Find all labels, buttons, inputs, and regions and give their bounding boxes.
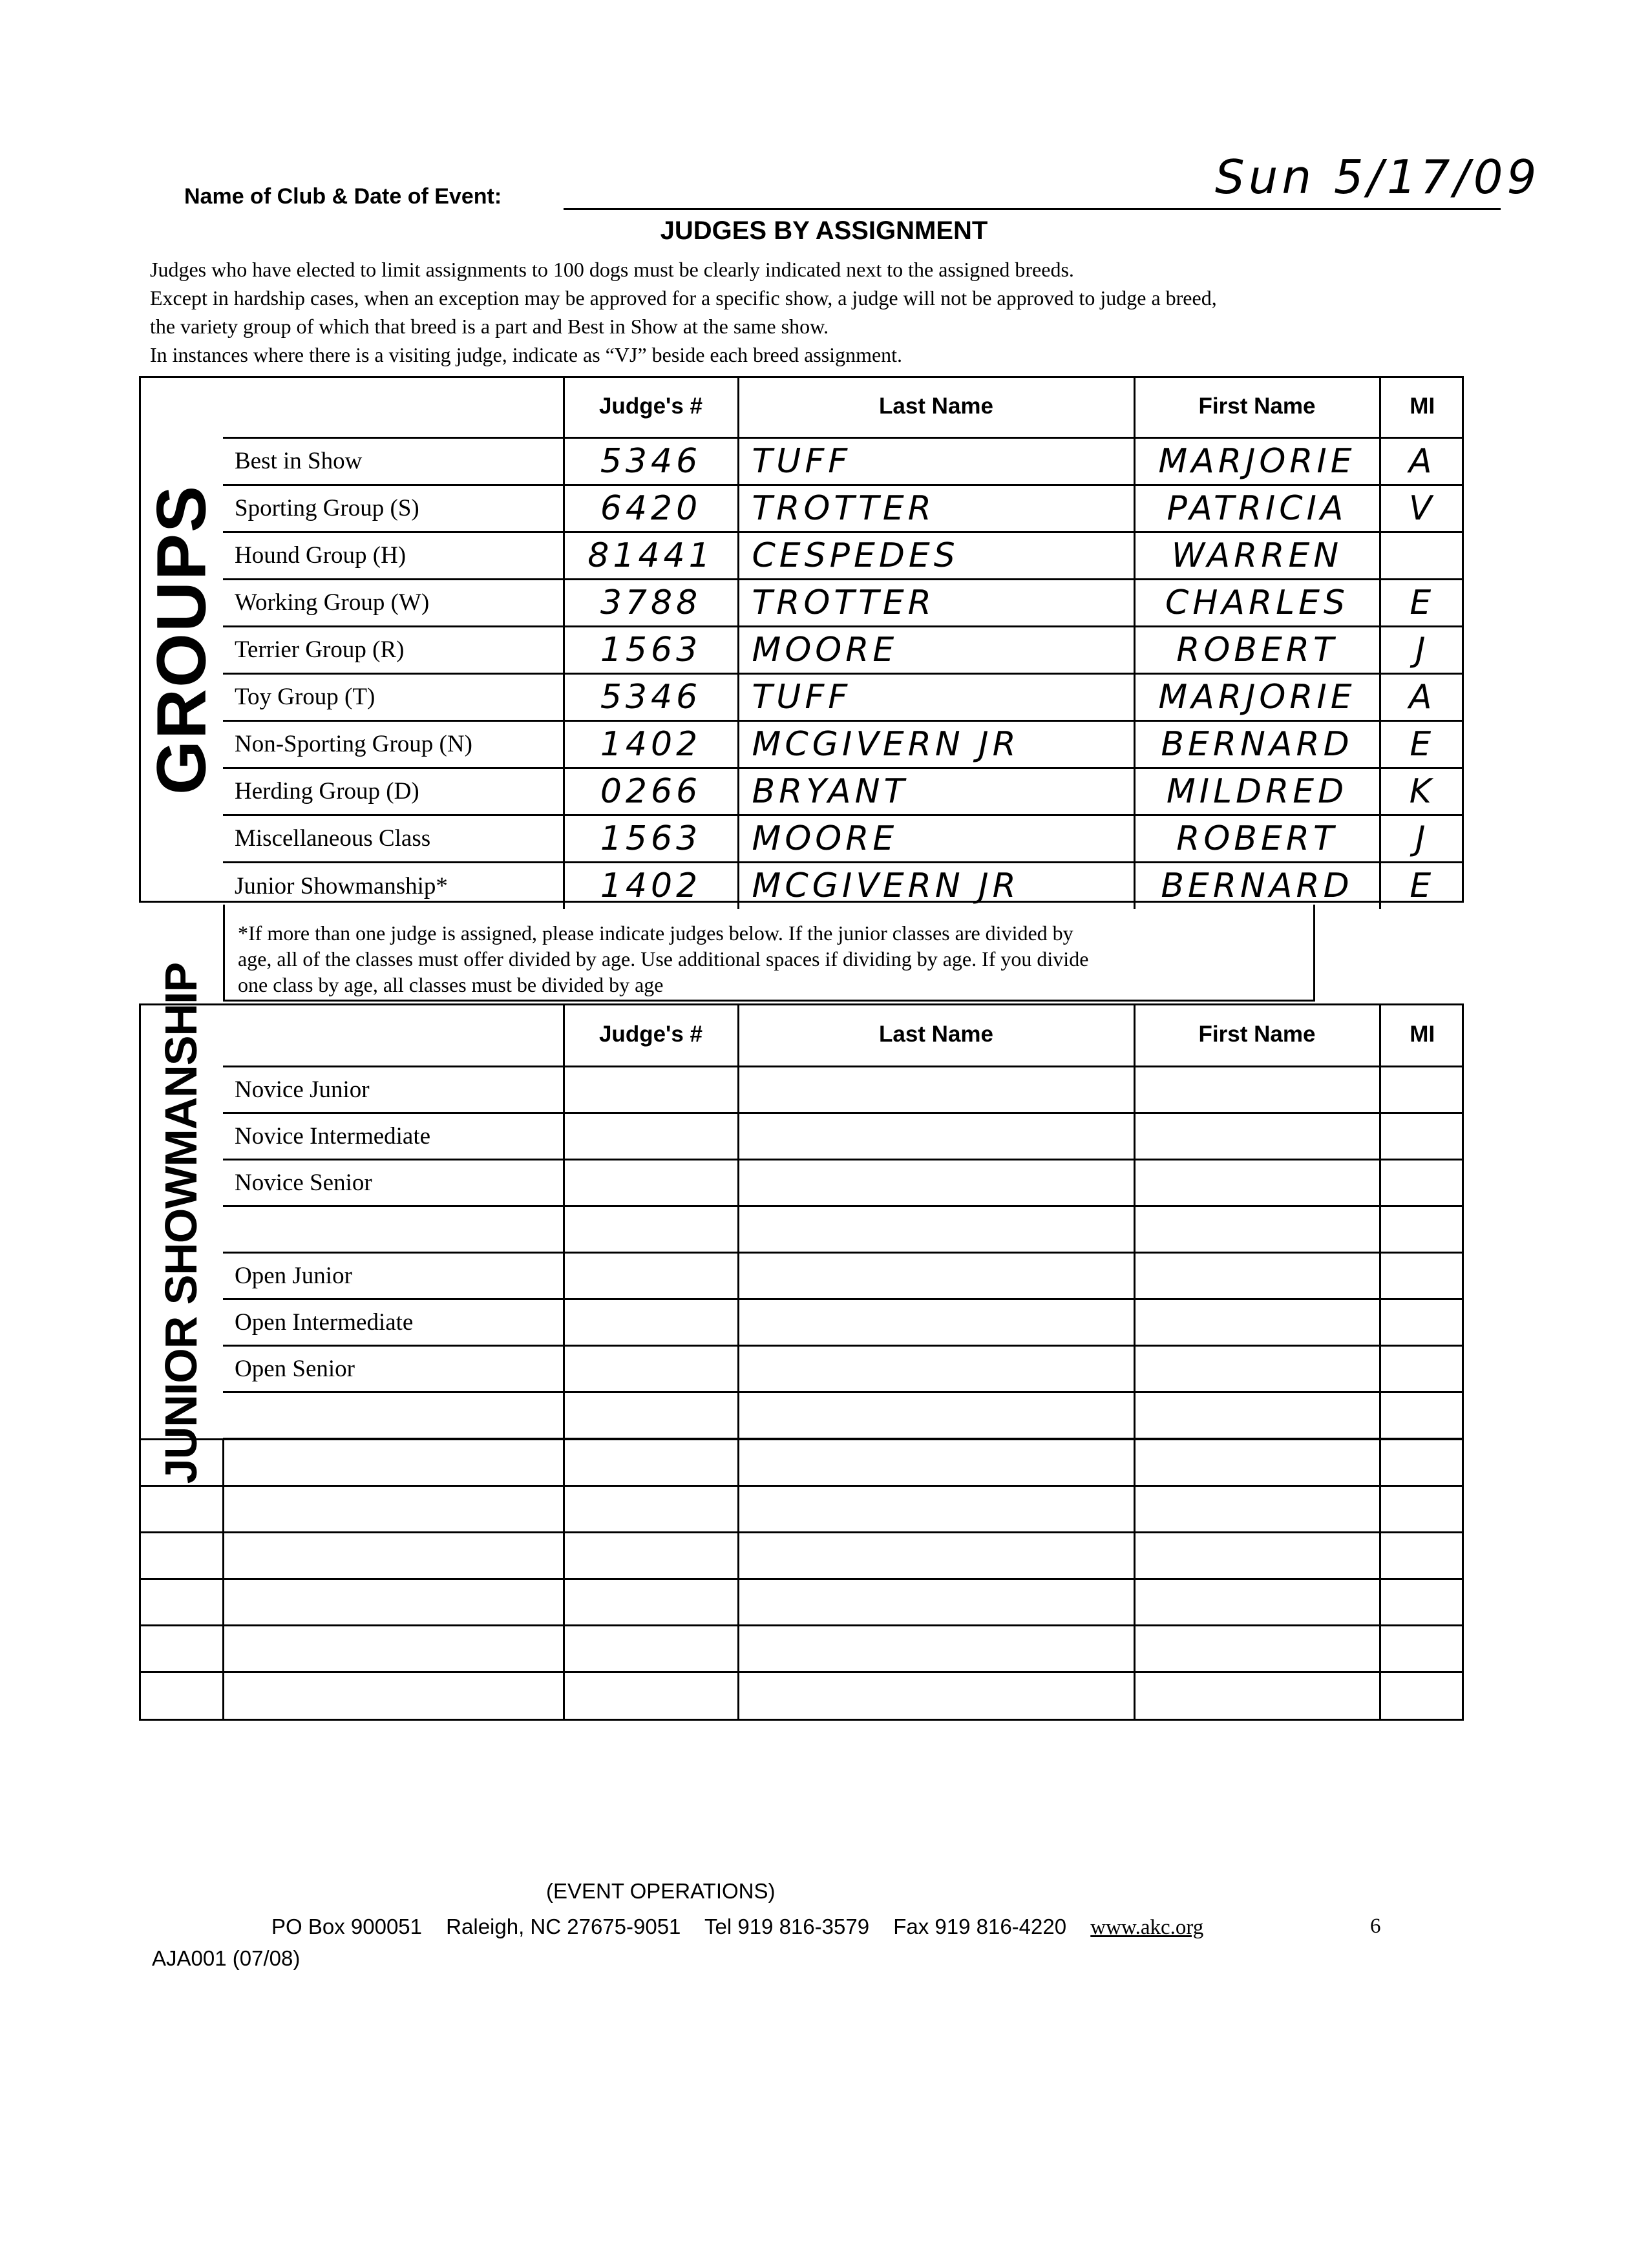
judge-number-cell[interactable]: 1402 — [564, 720, 738, 768]
table-row — [223, 1113, 1464, 1159]
table-header-row — [223, 1003, 1464, 1066]
first-name-cell[interactable] — [1134, 1486, 1380, 1533]
mi-cell[interactable] — [1380, 1159, 1464, 1206]
last-name-cell[interactable] — [738, 1579, 1134, 1626]
first-name-cell[interactable] — [1134, 1626, 1380, 1672]
footer-website-link[interactable]: www.akc.org — [1090, 1916, 1204, 1939]
first-name-cell[interactable] — [1134, 1392, 1380, 1438]
mi-cell[interactable]: E — [1380, 579, 1464, 626]
junior-showmanship-note — [223, 905, 1315, 1002]
table-row — [223, 1159, 1464, 1206]
row-label: Open Junior — [223, 1252, 564, 1299]
table-row — [139, 1672, 1464, 1719]
form-id: AJA001 (07/08) — [152, 1946, 301, 1970]
table-row — [139, 1579, 1464, 1626]
row-label[interactable] — [223, 1626, 564, 1672]
row-label: Toy Group (T) — [223, 673, 564, 720]
table-row — [139, 1626, 1464, 1672]
table-row — [223, 626, 1464, 673]
first-name-cell[interactable] — [1134, 1299, 1380, 1345]
table-row — [223, 862, 1464, 909]
table-row — [223, 1066, 1464, 1113]
footer-fax: Fax 919 816-4220 — [893, 1915, 1067, 1938]
table-row — [223, 1299, 1464, 1345]
judge-number-cell[interactable] — [564, 1392, 738, 1438]
row-label: Sporting Group (S) — [223, 485, 564, 532]
judge-number-cell[interactable] — [564, 1440, 738, 1486]
club-date-field[interactable] — [564, 208, 1501, 210]
judge-number-cell[interactable]: 6420 — [564, 485, 738, 532]
club-date-value: Sun 5/17/09 — [1215, 150, 1541, 204]
mi-cell[interactable] — [1380, 1252, 1464, 1299]
judge-number-cell[interactable]: 5346 — [564, 437, 738, 485]
table-row — [139, 1440, 1464, 1486]
table-row — [223, 815, 1464, 862]
mi-header: MI — [1380, 1003, 1464, 1066]
last-name-cell[interactable] — [738, 1392, 1134, 1438]
mi-cell[interactable]: J — [1380, 815, 1464, 862]
footer-address: Raleigh, NC 27675-9051 — [446, 1915, 681, 1938]
row-marker-cell — [139, 1579, 223, 1626]
first-name-header: First Name — [1134, 376, 1380, 437]
last-name-cell[interactable] — [738, 1440, 1134, 1486]
first-name-cell[interactable] — [1134, 1206, 1380, 1252]
mi-cell[interactable] — [1380, 1345, 1464, 1392]
judge-number-cell[interactable] — [564, 1252, 738, 1299]
row-label: Working Group (W) — [223, 579, 564, 626]
mi-cell[interactable] — [1380, 1579, 1464, 1626]
instructions — [150, 255, 1520, 369]
table-row — [223, 437, 1464, 485]
row-label: Novice Junior — [223, 1066, 564, 1113]
last-name-header: Last Name — [738, 376, 1134, 437]
mi-cell[interactable] — [1380, 532, 1464, 579]
last-name-cell[interactable] — [738, 1113, 1134, 1159]
judge-number-cell[interactable] — [564, 1533, 738, 1579]
footer-po-box: PO Box 900051 — [271, 1915, 422, 1938]
groups-section-title: GROUPS — [142, 484, 220, 795]
last-name-cell[interactable] — [738, 1206, 1134, 1252]
club-date-label: Name of Club & Date of Event: — [184, 184, 502, 209]
note-line: age, all of the classes must offer divided by age. Use additional spaces if dividing by age. If you divide — [238, 947, 1089, 971]
table-row — [223, 485, 1464, 532]
row-label[interactable] — [223, 1440, 564, 1486]
row-label[interactable] — [223, 1579, 564, 1626]
mi-cell[interactable] — [1380, 1299, 1464, 1345]
last-name-cell[interactable]: BRYANT — [738, 768, 1134, 815]
judge-number-cell[interactable]: 1402 — [564, 862, 738, 909]
first-name-cell[interactable]: MARJORIE — [1134, 673, 1380, 720]
table-row — [223, 579, 1464, 626]
mi-header: MI — [1380, 376, 1464, 437]
last-name-header: Last Name — [738, 1003, 1134, 1066]
mi-cell[interactable]: K — [1380, 768, 1464, 815]
judge-number-cell[interactable] — [564, 1159, 738, 1206]
first-name-cell[interactable] — [1134, 1113, 1380, 1159]
last-name-cell[interactable] — [738, 1299, 1134, 1345]
judge-number-cell[interactable]: 0266 — [564, 768, 738, 815]
mi-cell[interactable]: V — [1380, 485, 1464, 532]
row-marker-cell — [139, 1672, 223, 1719]
last-name-cell[interactable] — [738, 1533, 1134, 1579]
page-number: 6 — [1370, 1915, 1381, 1938]
row-label: Terrier Group (R) — [223, 626, 564, 673]
row-label — [223, 1392, 564, 1438]
table-row — [139, 1533, 1464, 1579]
first-name-cell[interactable]: CHARLES — [1134, 579, 1380, 626]
last-name-cell[interactable]: MOORE — [738, 815, 1134, 862]
last-name-cell[interactable]: MOORE — [738, 626, 1134, 673]
mi-cell[interactable]: J — [1380, 626, 1464, 673]
row-marker-cell — [139, 1626, 223, 1672]
first-name-cell[interactable]: MILDRED — [1134, 768, 1380, 815]
table-row — [223, 720, 1464, 768]
row-label: Novice Senior — [223, 1159, 564, 1206]
junior-table — [223, 1003, 1464, 1440]
row-label: Open Intermediate — [223, 1299, 564, 1345]
mi-cell[interactable] — [1380, 1626, 1464, 1672]
additional-judges-table — [139, 1438, 1464, 1719]
table-row — [223, 1392, 1464, 1438]
last-name-cell[interactable] — [738, 1672, 1134, 1719]
last-name-cell[interactable] — [738, 1626, 1134, 1672]
first-name-cell[interactable]: BERNARD — [1134, 720, 1380, 768]
table-row — [223, 532, 1464, 579]
table-row — [223, 1345, 1464, 1392]
row-label: Non-Sporting Group (N) — [223, 720, 564, 768]
mi-cell[interactable]: A — [1380, 437, 1464, 485]
last-name-cell[interactable]: TUFF — [738, 673, 1134, 720]
last-name-cell[interactable]: MCGIVERN JR — [738, 862, 1134, 909]
last-name-cell[interactable]: TROTTER — [738, 485, 1134, 532]
first-name-cell[interactable]: MARJORIE — [1134, 437, 1380, 485]
judge-number-cell[interactable] — [564, 1113, 738, 1159]
table-row — [223, 768, 1464, 815]
row-label[interactable] — [223, 1672, 564, 1719]
judge-number-cell[interactable] — [564, 1066, 738, 1113]
table-row — [223, 673, 1464, 720]
judge-number-cell[interactable]: 1563 — [564, 626, 738, 673]
row-label: Junior Showmanship* — [223, 862, 564, 909]
first-name-cell[interactable]: WARREN — [1134, 532, 1380, 579]
first-name-cell[interactable]: ROBERT — [1134, 626, 1380, 673]
first-name-cell[interactable] — [1134, 1440, 1380, 1486]
table-header-row — [223, 376, 1464, 437]
first-name-cell[interactable] — [1134, 1533, 1380, 1579]
row-label: Best in Show — [223, 437, 564, 485]
note-line: one class by age, all classes must be divided by age — [238, 973, 664, 996]
judge-number-cell[interactable] — [564, 1206, 738, 1252]
last-name-cell[interactable] — [738, 1159, 1134, 1206]
first-name-cell[interactable]: ROBERT — [1134, 815, 1380, 862]
first-name-header: First Name — [1134, 1003, 1380, 1066]
last-name-cell[interactable]: CESPEDES — [738, 532, 1134, 579]
judge-number-cell[interactable]: 81441 — [564, 532, 738, 579]
footer-contact — [271, 1915, 1221, 1940]
note-line: *If more than one judge is assigned, please indicate judges below. If the junior classes are divided by — [238, 921, 1073, 945]
mi-cell[interactable]: A — [1380, 673, 1464, 720]
mi-cell[interactable]: E — [1380, 720, 1464, 768]
first-name-cell[interactable] — [1134, 1672, 1380, 1719]
row-marker-cell — [139, 1486, 223, 1533]
page-title: JUDGES BY ASSIGNMENT — [660, 216, 988, 245]
instruction-line: In instances where there is a visiting judge, indicate as “VJ” beside each breed assignment. — [150, 343, 903, 366]
mi-cell[interactable] — [1380, 1440, 1464, 1486]
instruction-line: Judges who have elected to limit assignments to 100 dogs must be clearly indicated next to the assigned breeds. — [150, 258, 1074, 281]
mi-cell[interactable] — [1380, 1486, 1464, 1533]
judge-number-header: Judge's # — [564, 376, 738, 437]
mi-cell[interactable] — [1380, 1533, 1464, 1579]
mi-cell[interactable] — [1380, 1672, 1464, 1719]
last-name-cell[interactable]: TUFF — [738, 437, 1134, 485]
row-label: Herding Group (D) — [223, 768, 564, 815]
table-row — [223, 1252, 1464, 1299]
row-marker-cell — [139, 1440, 223, 1486]
judge-number-cell[interactable]: 3788 — [564, 579, 738, 626]
row-marker-cell — [139, 1533, 223, 1579]
mi-cell[interactable] — [1380, 1066, 1464, 1113]
first-name-cell[interactable] — [1134, 1579, 1380, 1626]
last-name-cell[interactable] — [738, 1345, 1134, 1392]
judge-number-header: Judge's # — [564, 1003, 738, 1066]
last-name-cell[interactable] — [738, 1252, 1134, 1299]
judge-number-cell[interactable]: 1563 — [564, 815, 738, 862]
row-label — [223, 1206, 564, 1252]
first-name-cell[interactable]: PATRICIA — [1134, 485, 1380, 532]
judge-number-cell[interactable]: 5346 — [564, 673, 738, 720]
judge-number-cell[interactable] — [564, 1579, 738, 1626]
mi-cell[interactable] — [1380, 1392, 1464, 1438]
last-name-cell[interactable]: TROTTER — [738, 579, 1134, 626]
footer-department: (EVENT OPERATIONS) — [546, 1879, 776, 1903]
row-label[interactable] — [223, 1533, 564, 1579]
judge-number-cell[interactable] — [564, 1486, 738, 1533]
table-row — [223, 1206, 1464, 1252]
mi-cell[interactable]: E — [1380, 862, 1464, 909]
mi-cell[interactable] — [1380, 1206, 1464, 1252]
first-name-cell[interactable] — [1134, 1252, 1380, 1299]
first-name-cell[interactable]: BERNARD — [1134, 862, 1380, 909]
row-label: Miscellaneous Class — [223, 815, 564, 862]
judge-number-cell[interactable] — [564, 1345, 738, 1392]
first-name-cell[interactable] — [1134, 1345, 1380, 1392]
judge-number-cell[interactable] — [564, 1299, 738, 1345]
last-name-cell[interactable] — [738, 1066, 1134, 1113]
footer-tel: Tel 919 816-3579 — [704, 1915, 870, 1938]
groups-table — [223, 376, 1464, 909]
instruction-line: Except in hardship cases, when an exception may be approved for a specific show, a judge will not be approved to judge a breed, — [150, 286, 1217, 310]
last-name-cell[interactable] — [738, 1486, 1134, 1533]
row-label: Open Senior — [223, 1345, 564, 1392]
mi-cell[interactable] — [1380, 1113, 1464, 1159]
first-name-cell[interactable] — [1134, 1066, 1380, 1113]
row-label: Novice Intermediate — [223, 1113, 564, 1159]
first-name-cell[interactable] — [1134, 1159, 1380, 1206]
judge-number-cell[interactable] — [564, 1626, 738, 1672]
junior-section-title: JUNIOR SHOWMANSHIP — [156, 962, 206, 1484]
row-label[interactable] — [223, 1486, 564, 1533]
row-label: Hound Group (H) — [223, 532, 564, 579]
last-name-cell[interactable]: MCGIVERN JR — [738, 720, 1134, 768]
table-row — [139, 1486, 1464, 1533]
instruction-line: the variety group of which that breed is a part and Best in Show at the same show. — [150, 315, 829, 338]
judge-number-cell[interactable] — [564, 1672, 738, 1719]
